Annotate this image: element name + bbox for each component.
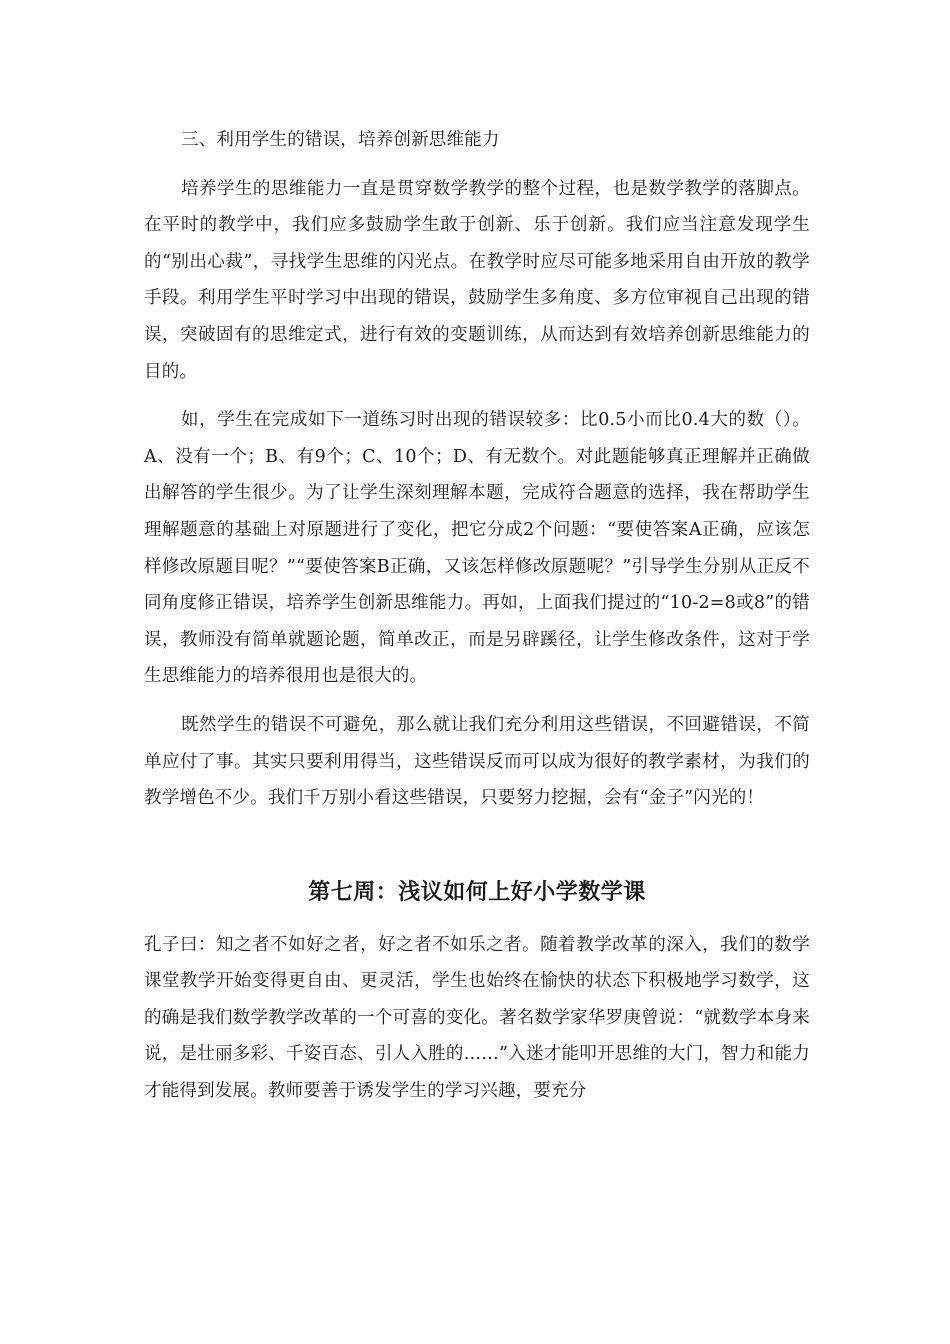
chapter-intro-paragraph: 孔子曰：知之者不如好之者，好之者不如乐之者。随着教学改革的深入，我们的数学课堂教学开始变得更自由、更灵活，学生也始终在愉快的状态下积极地学习数学，这的确是我们数学教学改革的一个可喜的变化。著名数学家华罗庚曾说：“就数学本身来说，是壮丽多彩、千姿百态、引人入胜的……”入迷才能叩开思维的大门，智力和能力才能得到发展。教师要善于诱发学生的学习兴趣，要充分 <box>144 934 810 1102</box>
paragraph-thinking-ability: 培养学生的思维能力一直是贯穿数学教学的整个过程，也是数学教学的落脚点。在平时的教学中，我们应多鼓励学生敢于创新、乐于创新。我们应当注意发现学生的“别出心裁”，寻找学生思维的闪光点。在教学时应尽可能多地采用自由开放的教学手段。利用学生平时学习中出现的错误，鼓励学生多角度、多方位审视自己出现的错误，突破固有的思维定式，进行有效的变题训练，从而达到有效培养创新思维能力的目的。 <box>144 178 810 382</box>
section-heading: 三、利用学生的错误，培养创新思维能力 <box>181 130 500 150</box>
document-body <box>144 122 810 1110</box>
chapter-title: 第七周：浅议如何上好小学数学课 <box>308 879 646 905</box>
paragraph-conclusion: 既然学生的错误不可避免，那么就让我们充分利用这些错误，不回避错误，不简单应付了事。其实只要利用得当，这些错误反而可以成为很好的教学素材，为我们的教学增色不少。我们千万别小看这些错误，只要努力挖掘，会有“金子”闪光的！ <box>144 714 810 809</box>
paragraph-example-exercise: 如，学生在完成如下一道练习时出现的错误较多：比0.5小而比0.4大的数（）。A、没有一个；B、有9个；C、10个；D、有无数个。对此题能够真正理解并正确做出解答的学生很少。为了让学生深刻理解本题，完成符合题意的选择，我在帮助学生理解题意的基础上对原题进行了变化，把它分成2个问题：“要使答案A正确，应该怎样修改原题目呢？”“要使答案B正确，又该怎样修改原题呢？”引导学生分别从正反不同角度修正错误，培养学生创新思维能力。再如，上面我们提过的“10-2=8或8”的错误，教师没有简单就题论题，简单改正，而是另辟蹊径，让学生修改条件，这对于学生思维能力的培养很用也是很大的。 <box>144 410 810 687</box>
